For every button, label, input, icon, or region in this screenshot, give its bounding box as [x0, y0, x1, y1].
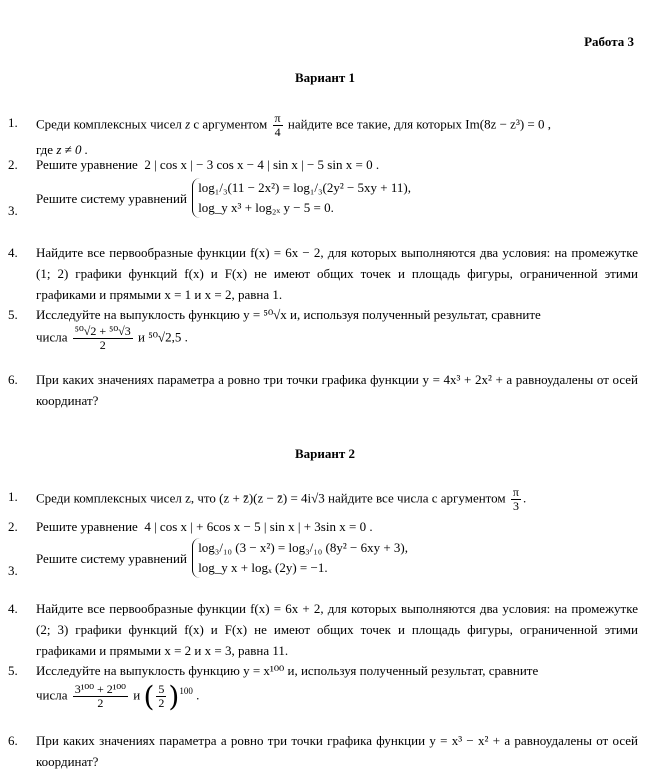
v1-problem-1: 1. Среди комплексных чисел z с аргументом $\frac{\pi}{4}$ найдите все такие, для которых Im(8z − z³) = 0 , где z ≠ 0 . — [8, 111, 551, 158]
v1-problem-4: 4. Найдите все первообразные функции f(x) = 6x − 2, для которых выполняются два условия: на промежутке (1; 2) графики функций f(x) и F(x) не имеют общих точек и площадь фигуры, ограниченной этими графиками и прямыми x = 1 и x = 2, равна 1. — [8, 245, 638, 302]
v2-problem-3: 3. Решите систему уравнений log₃/₁₀ (3 − x²) = log₃/₁₀ (8y² − 6xy + 3), log_y x + logₓ (2y) = −1. — [8, 540, 409, 578]
equation-system: log₁/₃(11 − 2x²) = log₁/₃(2y² − 5xy + 11), log_y x³ + log₂ₓ y − 5 = 0. — [192, 178, 411, 218]
v2-problem-5: 5. Исследуйте на выпуклость функцию y = x¹⁰⁰ и, используя полученный результат, сравните числа $\frac{\text{3¹⁰⁰ + 2¹⁰⁰}}{2}$ и ( $\frac{5}{2}$ )$^{100}$ . — [8, 663, 539, 713]
variant-1-title: Вариант 1 — [294, 70, 356, 85]
argument-fraction: $\frac{\pi}{4}$ — [274, 111, 281, 140]
compare-fraction: $\frac{\text{3¹⁰⁰ + 2¹⁰⁰}}{2}$ — [74, 681, 126, 710]
equation-system: log₃/₁₀ (3 − x²) = log₃/₁₀ (8y² − 6xy + 3), log_y x + logₓ (2y) = −1. — [192, 538, 408, 578]
power-fraction: $\frac{5}{2}$ — [158, 681, 165, 710]
v2-problem-4: 4. Найдите все первообразные функции f(x) = 6x + 2, для которых выполняются два условия: на промежутке (2; 3) графики функций f(x) и F(x) не имеют общих точек и площадь фигуры, ограниченной этими графиками и прямыми x = 2 и x = 3, равна 11. — [8, 601, 638, 658]
variant-2-title: Вариант 2 — [294, 446, 356, 461]
v1-problem-6: 6. При каких значениях параметра a ровно три точки графика функции y = 4x³ + 2x² + a равноудалены от осей координат? — [8, 372, 638, 408]
v1-problem-3: 3. Решите систему уравнений log₁/₃(11 − 2x²) = log₁/₃(2y² − 5xy + 11), log_y x³ + log₂ₓ y − 5 = 0. — [8, 180, 411, 218]
argument-fraction: $\frac{\pi}{3}$ — [512, 485, 519, 514]
v2-problem-6: 6. При каких значениях параметра a ровно три точки графика функции y = x³ − x² + a равноудалены от осей координат? — [8, 733, 638, 769]
v1-problem-5: 5. Исследуйте на выпуклость функцию y = ⁵⁰√x и, используя полученный результат, сравните числа $\frac{\text{⁵⁰√2 + ⁵⁰√3}}{2}$ и ⁵⁰√2,5 . — [8, 307, 541, 353]
compare-fraction: $\frac{\text{⁵⁰√2 + ⁵⁰√3}}{2}$ — [74, 324, 131, 353]
work-title: Работа 3 — [584, 34, 634, 49]
